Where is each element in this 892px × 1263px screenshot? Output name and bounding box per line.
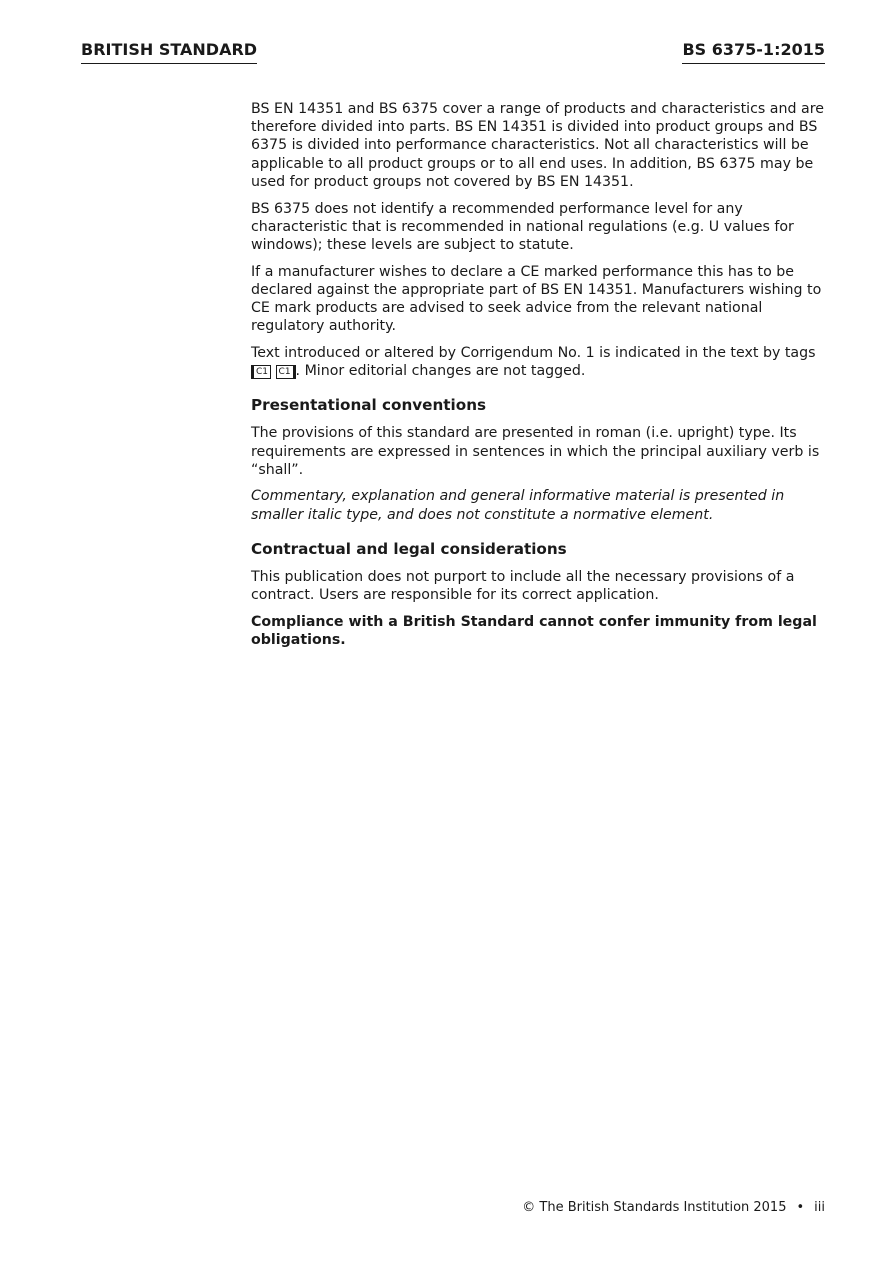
presentational-paragraph-2: Commentary, explanation and general informative material is presented in smaller italic type, and does not constitute a normative element. — [251, 488, 785, 523]
intro-paragraph-1: BS EN 14351 and BS 6375 cover a range of products and characteristics and are therefore divided into parts. BS EN 14351 is divided into product groups and BS 6375 is divided into performance characteristics. Not all characteristics will be applicable to all product groups or to all end uses. In addition, BS 6375 may be used for product groups not covered by BS EN 14351. — [251, 101, 824, 190]
document-body — [251, 100, 831, 658]
contractual-paragraph-2: Compliance with a British Standard cannot confer immunity from legal obligations. — [251, 613, 817, 648]
document-standard-number: BS 6375-1:2015 — [682, 40, 825, 64]
contractual-heading: Contractual and legal considerations — [251, 539, 567, 558]
contractual-paragraph-1: This publication does not purport to include all the necessary provisions of a contract. Users are responsible for its correct application. — [251, 568, 795, 604]
corrigendum-paragraph — [251, 344, 831, 380]
corrigendum-open-tag-icon: C1 — [251, 365, 271, 379]
footer-copyright: © The British Standards Institution 2015 — [522, 1200, 787, 1215]
presentational-paragraph-1: The provisions of this standard are presented in roman (i.e. upright) type. Its requirements are expressed in sentences in which the principal auxiliary verb is “shall”. — [251, 425, 820, 478]
intro-paragraph-2: BS 6375 does not identify a recommended performance level for any characteristic that is recommended in national regulations (e.g. U values for windows); these levels are subject to statute. — [251, 200, 794, 253]
page-footer — [522, 1199, 825, 1217]
corrigendum-text-end: . Minor editorial changes are not tagged. — [295, 363, 586, 380]
corrigendum-text-start: Text introduced or altered by Corrigendum No. 1 is indicated in the text by tags — [251, 344, 816, 361]
footer-page-number: iii — [814, 1200, 825, 1215]
intro-paragraph-3: If a manufacturer wishes to declare a CE marked performance this has to be declared against the appropriate part of BS EN 14351. Manufacturers wishing to CE mark products are advised to seek advice from the relevant national regulatory authority. — [251, 263, 822, 335]
presentational-conventions-heading: Presentational conventions — [251, 396, 487, 415]
document-header-title: BRITISH STANDARD — [81, 40, 257, 64]
footer-bullet-icon: • — [796, 1200, 805, 1215]
corrigendum-close-tag-icon: C1 — [276, 365, 296, 379]
